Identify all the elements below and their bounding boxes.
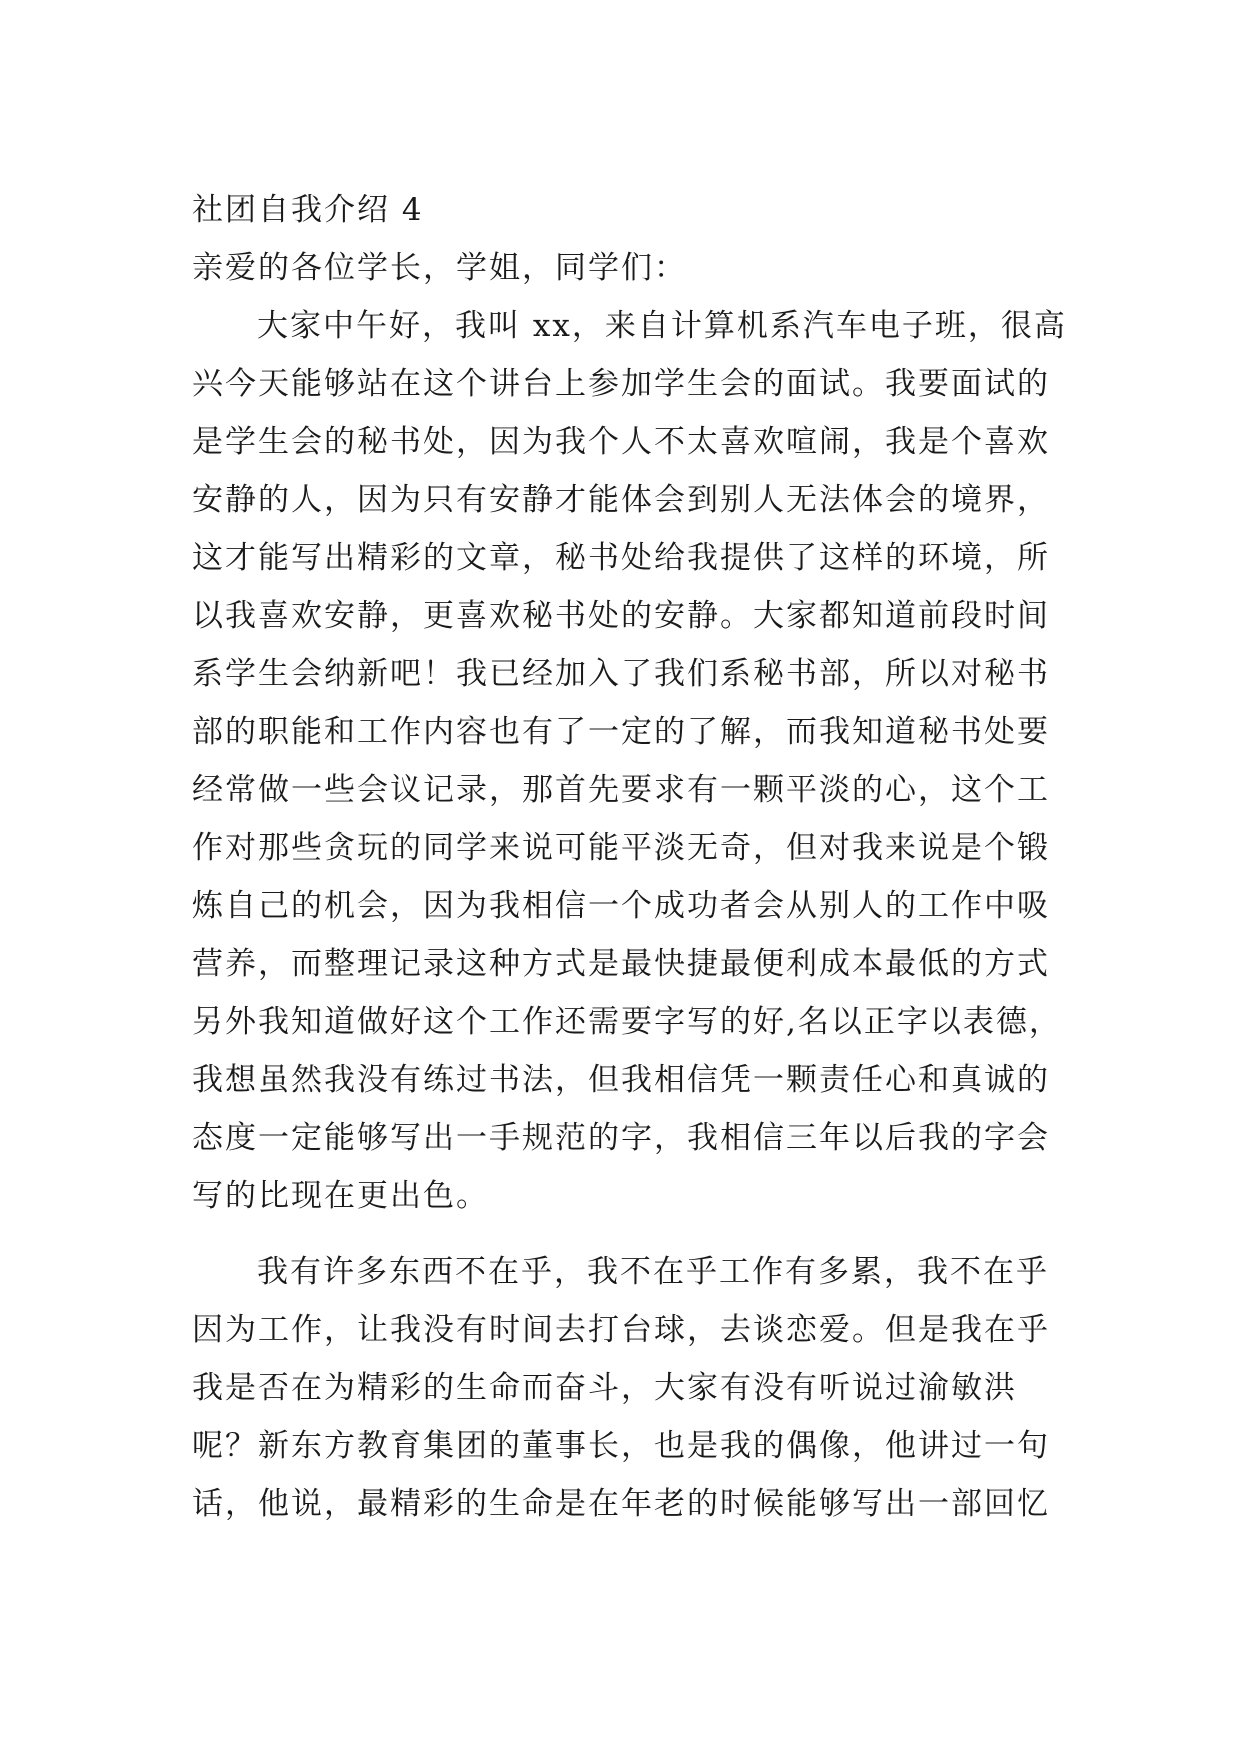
paragraph-1-line-13: 另外我知道做好这个工作还需要字写的好,名以正字以表德， bbox=[192, 1004, 1062, 1040]
paragraph-1-line-8: 部的职能和工作内容也有了一定的了解，而我知道秘书处要 bbox=[192, 714, 1050, 750]
paragraph-1-line-11: 炼自己的机会，因为我相信一个成功者会从别人的工作中吸 bbox=[192, 888, 1050, 924]
paragraph-1-line-14: 我想虽然我没有练过书法，但我相信凭一颗责任心和真诚的 bbox=[192, 1062, 1050, 1098]
document-title: 社团自我介绍 4 bbox=[192, 192, 424, 228]
paragraph-1-line-15: 态度一定能够写出一手规范的字，我相信三年以后我的字会 bbox=[192, 1120, 1050, 1156]
paragraph-1-line-10: 作对那些贪玩的同学来说可能平淡无奇，但对我来说是个锻 bbox=[192, 830, 1050, 866]
paragraph-2-line-4: 呢？新东方教育集团的董事长，也是我的偶像，他讲过一句 bbox=[192, 1428, 1050, 1464]
paragraph-1-line-6: 以我喜欢安静，更喜欢秘书处的安静。大家都知道前段时间 bbox=[192, 598, 1050, 634]
paragraph-1-line-2: 兴今天能够站在这个讲台上参加学生会的面试。我要面试的 bbox=[192, 366, 1050, 402]
paragraph-2-line-3: 我是否在为精彩的生命而奋斗，大家有没有听说过渝敏洪 bbox=[192, 1370, 1017, 1406]
paragraph-1-line-7: 系学生会纳新吧！我已经加入了我们系秘书部，所以对秘书 bbox=[192, 656, 1050, 692]
paragraph-1-line-9: 经常做一些会议记录，那首先要求有一颗平淡的心，这个工 bbox=[192, 772, 1050, 808]
greeting-line: 亲爱的各位学长，学姐，同学们： bbox=[192, 250, 687, 286]
paragraph-1-line-12: 营养，而整理记录这种方式是最快捷最便利成本最低的方式 bbox=[192, 946, 1050, 982]
paragraph-1-line-16: 写的比现在更出色。 bbox=[192, 1178, 489, 1214]
paragraph-1-line-5: 这才能写出精彩的文章，秘书处给我提供了这样的环境，所 bbox=[192, 540, 1050, 576]
paragraph-2-line-5: 话，他说，最精彩的生命是在年老的时候能够写出一部回忆 bbox=[192, 1486, 1050, 1522]
paragraph-2-line-1: 我有许多东西不在乎，我不在乎工作有多累，我不在乎 bbox=[257, 1254, 1049, 1290]
paragraph-1-line-4: 安静的人，因为只有安静才能体会到别人无法体会的境界， bbox=[192, 482, 1050, 518]
paragraph-2-line-2: 因为工作，让我没有时间去打台球，去谈恋爱。但是我在乎 bbox=[192, 1312, 1050, 1348]
paragraph-1-line-3: 是学生会的秘书处，因为我个人不太喜欢喧闹，我是个喜欢 bbox=[192, 424, 1050, 460]
paragraph-1-line-1: 大家中午好，我叫 xx，来自计算机系汽车电子班，很高 bbox=[257, 308, 1067, 344]
